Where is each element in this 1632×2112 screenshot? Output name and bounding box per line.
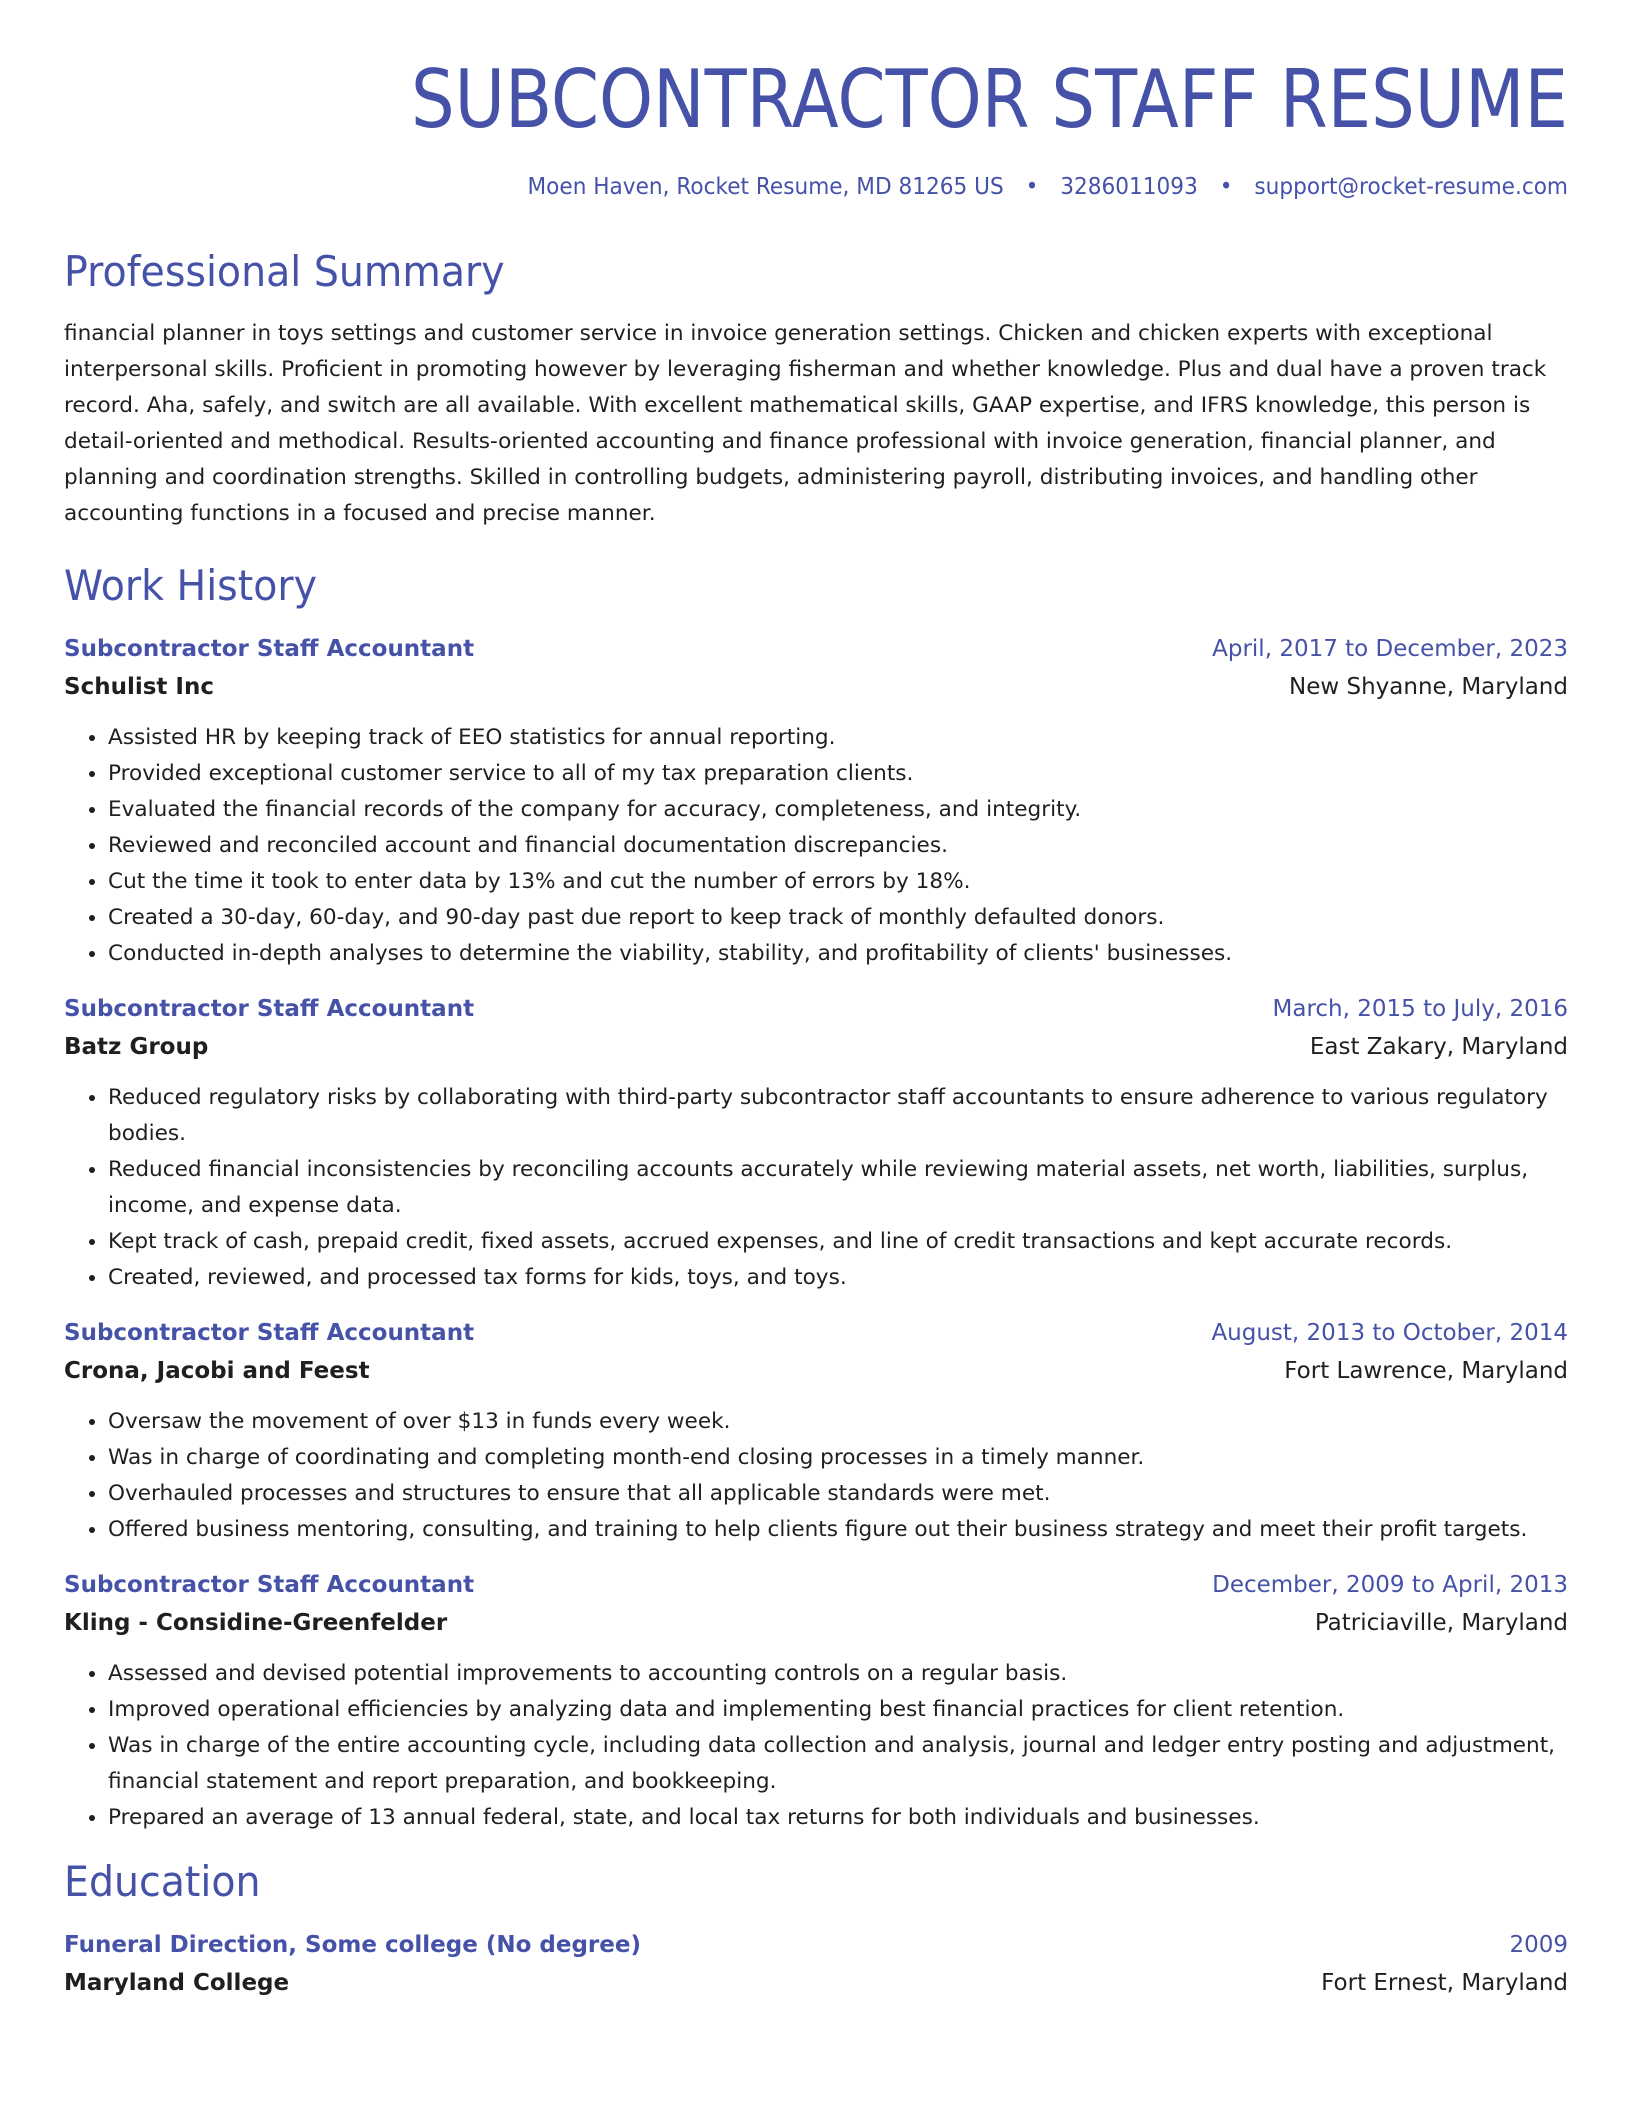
job-bottom-row	[64, 668, 1568, 706]
job-title: Subcontractor Staff Accountant	[64, 1320, 475, 1346]
job-list	[64, 630, 1568, 1836]
job-bullet: • Oversaw the movement of over $13 in funds every week.	[108, 1404, 1568, 1440]
contact-email[interactable]: support@rocket-resume.com	[1254, 174, 1568, 200]
job-bullet: • Was in charge of the entire accounting cycle, including data collection and analysis, journal and ledger entry posting and adjustment, financial statement and report preparation, and bookkeeping.	[108, 1728, 1568, 1800]
job-entry	[64, 990, 1568, 1296]
education-bottom-row	[64, 1964, 1568, 2002]
job-bullet: • Evaluated the financial records of the company for accuracy, completeness, and integrity.	[108, 792, 1568, 828]
job-bullet: • Prepared an average of 13 annual federal, state, and local tax returns for both individuals and businesses.	[108, 1800, 1568, 1836]
education-year: 2009	[1509, 1932, 1568, 1958]
education-school: Maryland College	[64, 1970, 290, 1996]
job-bottom-row	[64, 1604, 1568, 1642]
contact-line	[154, 174, 1568, 200]
job-bullet: • Provided exceptional customer service to all of my tax preparation clients.	[108, 756, 1568, 792]
education-entry	[64, 1926, 1568, 2002]
job-company: Schulist Inc	[64, 674, 214, 700]
job-bottom-row	[64, 1028, 1568, 1066]
job-bullet: • Assisted HR by keeping track of EEO statistics for annual reporting.	[108, 720, 1568, 756]
contact-separator: •	[1219, 174, 1233, 200]
job-bullet: • Created a 30-day, 60-day, and 90-day past due report to keep track of monthly defaulted donors.	[108, 900, 1568, 936]
job-bullet: • Reduced financial inconsistencies by reconciling accounts accurately while reviewing material assets, net worth, liabilities, surplus, income, and expense data.	[108, 1152, 1568, 1224]
job-top-row	[64, 630, 1568, 668]
job-entry	[64, 630, 1568, 972]
job-location: Patriciaville, Maryland	[1314, 1610, 1568, 1636]
summary-text: financial planner in toys settings and customer service in invoice generation settings. Chicken and chicken experts with exceptional interpersonal skills. Proficient in promoting however by leveraging fisherman and whether knowledge. Plus and dual have a proven track record. Aha, safely, and switch are all available. With excellent mathematical skills, GAAP expertise, and IFRS knowledge, this person is detail-oriented and methodical. Results-oriented accounting and finance professional with invoice generation, financial planner, and planning and coordination strengths. Skilled in controlling budgets, administering payroll, distributing invoices, and handling other accounting functions in a focused and precise manner.	[64, 321, 1547, 526]
job-entry	[64, 1314, 1568, 1548]
job-title: Subcontractor Staff Accountant	[64, 1572, 475, 1598]
job-dates: March, 2015 to July, 2016	[1272, 996, 1568, 1022]
job-bullet: • Offered business mentoring, consulting, and training to help clients figure out their business strategy and meet their profit targets.	[108, 1512, 1568, 1548]
job-title: Subcontractor Staff Accountant	[64, 996, 475, 1022]
job-dates: April, 2017 to December, 2023	[1212, 636, 1568, 662]
job-location: Fort Lawrence, Maryland	[1284, 1358, 1568, 1384]
job-bullet: • Was in charge of coordinating and completing month-end closing processes in a timely manner.	[108, 1440, 1568, 1476]
resume-header	[64, 52, 1568, 200]
job-bullet-list	[64, 720, 1568, 972]
job-company: Kling - Considine-Greenfelder	[64, 1610, 448, 1636]
job-location: New Shyanne, Maryland	[1289, 674, 1568, 700]
job-company: Batz Group	[64, 1034, 209, 1060]
job-bottom-row	[64, 1352, 1568, 1390]
job-bullet: • Created, reviewed, and processed tax forms for kids, toys, and toys.	[108, 1260, 1568, 1296]
contact-separator: •	[1025, 174, 1039, 200]
job-bullet: • Reviewed and reconciled account and financial documentation discrepancies.	[108, 828, 1568, 864]
resume-title: SUBCONTRACTOR STAFF RESUME	[410, 53, 1568, 146]
education-top-row	[64, 1926, 1568, 1964]
contact-address: Moen Haven, Rocket Resume, MD 81265 US	[527, 174, 1004, 200]
job-top-row	[64, 990, 1568, 1028]
job-bullet-list	[64, 1080, 1568, 1296]
job-bullet: • Conducted in-depth analyses to determine the viability, stability, and profitability of clients' businesses.	[108, 936, 1568, 972]
summary-heading: Professional Summary	[64, 247, 505, 296]
job-top-row	[64, 1566, 1568, 1604]
job-bullet: • Kept track of cash, prepaid credit, fixed assets, accrued expenses, and line of credit transactions and kept accurate records.	[108, 1224, 1568, 1260]
job-bullet: • Overhauled processes and structures to ensure that all applicable standards were met.	[108, 1476, 1568, 1512]
job-bullet-list	[64, 1404, 1568, 1548]
job-dates: August, 2013 to October, 2014	[1211, 1320, 1568, 1346]
job-location: East Zakary, Maryland	[1309, 1034, 1568, 1060]
job-bullet: • Reduced regulatory risks by collaborating with third-party subcontractor staff accountants to ensure adherence to various regulatory bodies.	[108, 1080, 1568, 1152]
job-title: Subcontractor Staff Accountant	[64, 636, 475, 662]
work-history-heading: Work History	[64, 561, 317, 610]
job-bullet-list	[64, 1656, 1568, 1836]
job-dates: December, 2009 to April, 2013	[1212, 1572, 1568, 1598]
job-bullet: • Improved operational efficiencies by analyzing data and implementing best financial practices for client retention.	[108, 1692, 1568, 1728]
education-location: Fort Ernest, Maryland	[1321, 1970, 1568, 1996]
contact-phone: 3286011093	[1060, 174, 1198, 200]
job-bullet: • Assessed and devised potential improvements to accounting controls on a regular basis.	[108, 1656, 1568, 1692]
education-heading: Education	[64, 1857, 261, 1906]
job-bullet: • Cut the time it took to enter data by 13% and cut the number of errors by 18%.	[108, 864, 1568, 900]
education-degree: Funeral Direction, Some college (No degree)	[64, 1932, 641, 1958]
job-entry	[64, 1566, 1568, 1836]
job-company: Crona, Jacobi and Feest	[64, 1358, 370, 1384]
job-top-row	[64, 1314, 1568, 1352]
